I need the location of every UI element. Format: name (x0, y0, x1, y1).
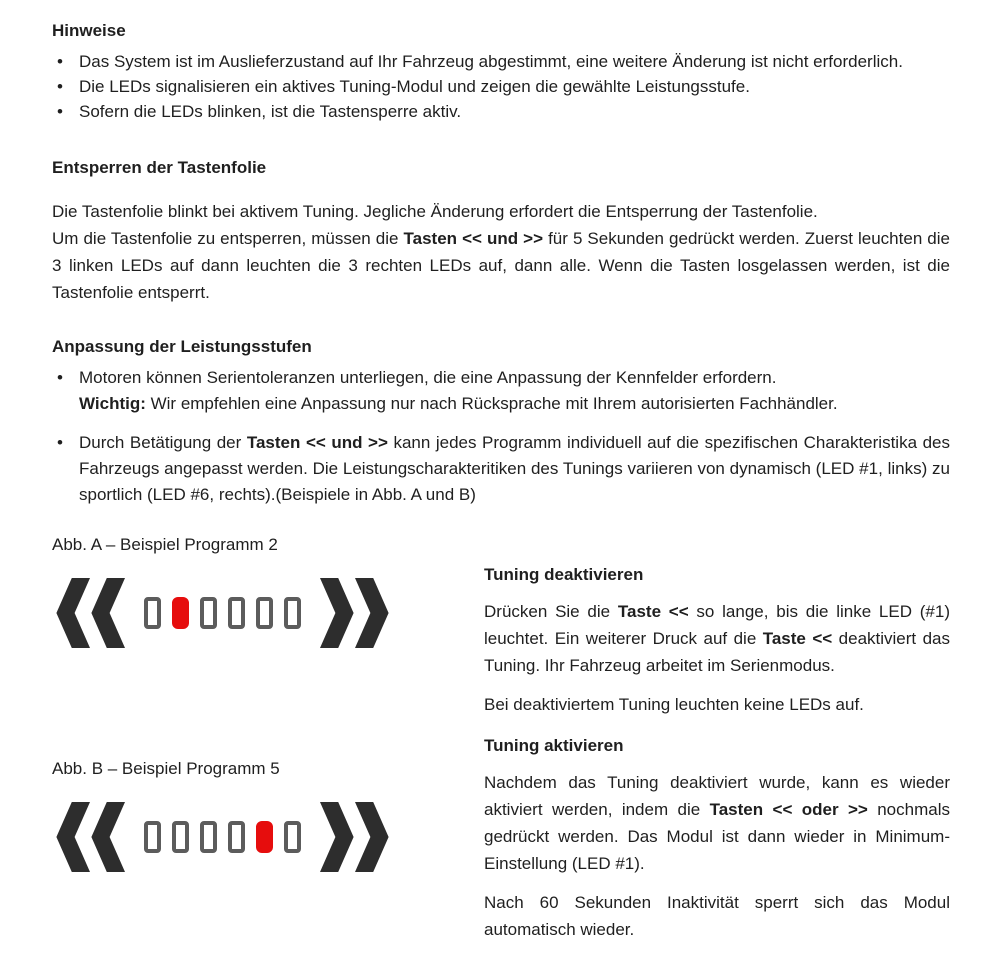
anpassung-list (52, 365, 950, 508)
section-title-entsperren: Entsperren der Tastenfolie (52, 158, 267, 177)
double-chevron-right-icon (320, 572, 390, 654)
double-chevron-left-icon (55, 572, 125, 654)
list-item-anpassung-1 (52, 365, 950, 417)
instructions-column (484, 528, 950, 943)
anpassung-bullet1-line1: • Motoren können Serientoleranzen unterliegen, die eine Anpassung der Kennfelder erfordern. (79, 368, 777, 387)
section-entsperren (52, 157, 950, 306)
entsperren-line-2: Um die Tastenfolie zu entsperren, müssen die Tasten << und >> für 5 Sekunden gedrückt werden. Zuerst leuchten die 3 linken LEDs auf dann leuchten die 3 rechten LEDs auf, dann alle. Wenn die Tasten losgelassen werden, ist die Tastenfolie entsperrt. (52, 229, 950, 302)
section-anpassung (52, 336, 950, 508)
led-4 (228, 597, 245, 629)
led-4 (228, 821, 245, 853)
double-chevron-right-icon (320, 796, 390, 878)
figure-a-graphic (52, 572, 484, 654)
figure-b-graphic (52, 796, 484, 878)
section-hinweise (52, 20, 950, 124)
figures-and-instructions (52, 528, 950, 943)
led-row (144, 821, 301, 853)
paragraph-deaktivieren-2: Bei deaktiviertem Tuning leuchten keine LEDs auf. (484, 695, 864, 714)
led-3 (200, 597, 217, 629)
figures-column (52, 528, 484, 943)
entsperren-line-1: Die Tastenfolie blinkt bei aktivem Tuning. Jegliche Änderung erfordert die Entsperrung der Tastenfolie. (52, 202, 818, 221)
led-6 (284, 597, 301, 629)
heading-tuning-aktivieren: Tuning aktivieren (484, 736, 624, 755)
led-5 (256, 597, 273, 629)
led-1 (144, 597, 161, 629)
led-2 (172, 821, 189, 853)
entsperren-paragraph (52, 198, 950, 306)
led-2-active (172, 597, 189, 629)
list-item-anpassung-2: • Durch Betätigung der Tasten << und >> kann jedes Programm individuell auf die spezifischen Charakteristika des Fahrzeugs angepasst werden. Die Leistungscharakteritiken des Tunings variieren von dynamisch (LED #1, links) zu sportlich (LED #6, rechts).(Beispiele in Abb. A und B) (52, 430, 950, 508)
figure-a-label: Abb. A – Beispiel Programm 2 (52, 535, 278, 554)
figure-b-label: Abb. B – Beispiel Programm 5 (52, 759, 280, 778)
led-5-active (256, 821, 273, 853)
section-title-anpassung: Anpassung der Leistungsstufen (52, 337, 312, 356)
heading-tuning-deaktivieren: Tuning deaktivieren (484, 565, 644, 584)
led-3 (200, 821, 217, 853)
hinweise-list (52, 49, 950, 124)
led-6 (284, 821, 301, 853)
list-item-hinweis-1: • Das System ist im Auslieferzustand auf Ihr Fahrzeug abgestimmt, eine weitere Änderung ist nicht erforderlich. (52, 49, 950, 74)
list-item-hinweis-3: • Sofern die LEDs blinken, ist die Tastensperre aktiv. (52, 99, 950, 124)
paragraph-deaktivieren-1: Drücken Sie die Taste << so lange, bis die linke LED (#1) leuchtet. Ein weiterer Druck auf die Taste << deaktiviert das Tuning. Ihr Fahrzeug arbeitet im Serienmodus. (484, 602, 950, 675)
led-row (144, 597, 301, 629)
section-title-hinweise: Hinweise (52, 21, 126, 40)
led-1 (144, 821, 161, 853)
paragraph-aktivieren-2: Nach 60 Sekunden Inaktivität sperrt sich das Modul automatisch wieder. (484, 893, 950, 939)
double-chevron-left-icon (55, 796, 125, 878)
list-item-hinweis-2: • Die LEDs signalisieren ein aktives Tuning-Modul und zeigen die gewählte Leistungsstufe. (52, 74, 950, 99)
paragraph-aktivieren-1: Nachdem das Tuning deaktiviert wurde, kann es wieder aktiviert werden, indem die Tasten << oder >> nochmals gedrückt werden. Das Modul ist dann wieder in Minimum-Einstellung (LED #1). (484, 773, 950, 873)
anpassung-bullet1-line2: Wichtig: Wir empfehlen eine Anpassung nur nach Rücksprache mit Ihrem autorisierten Fachhändler. (79, 394, 838, 413)
